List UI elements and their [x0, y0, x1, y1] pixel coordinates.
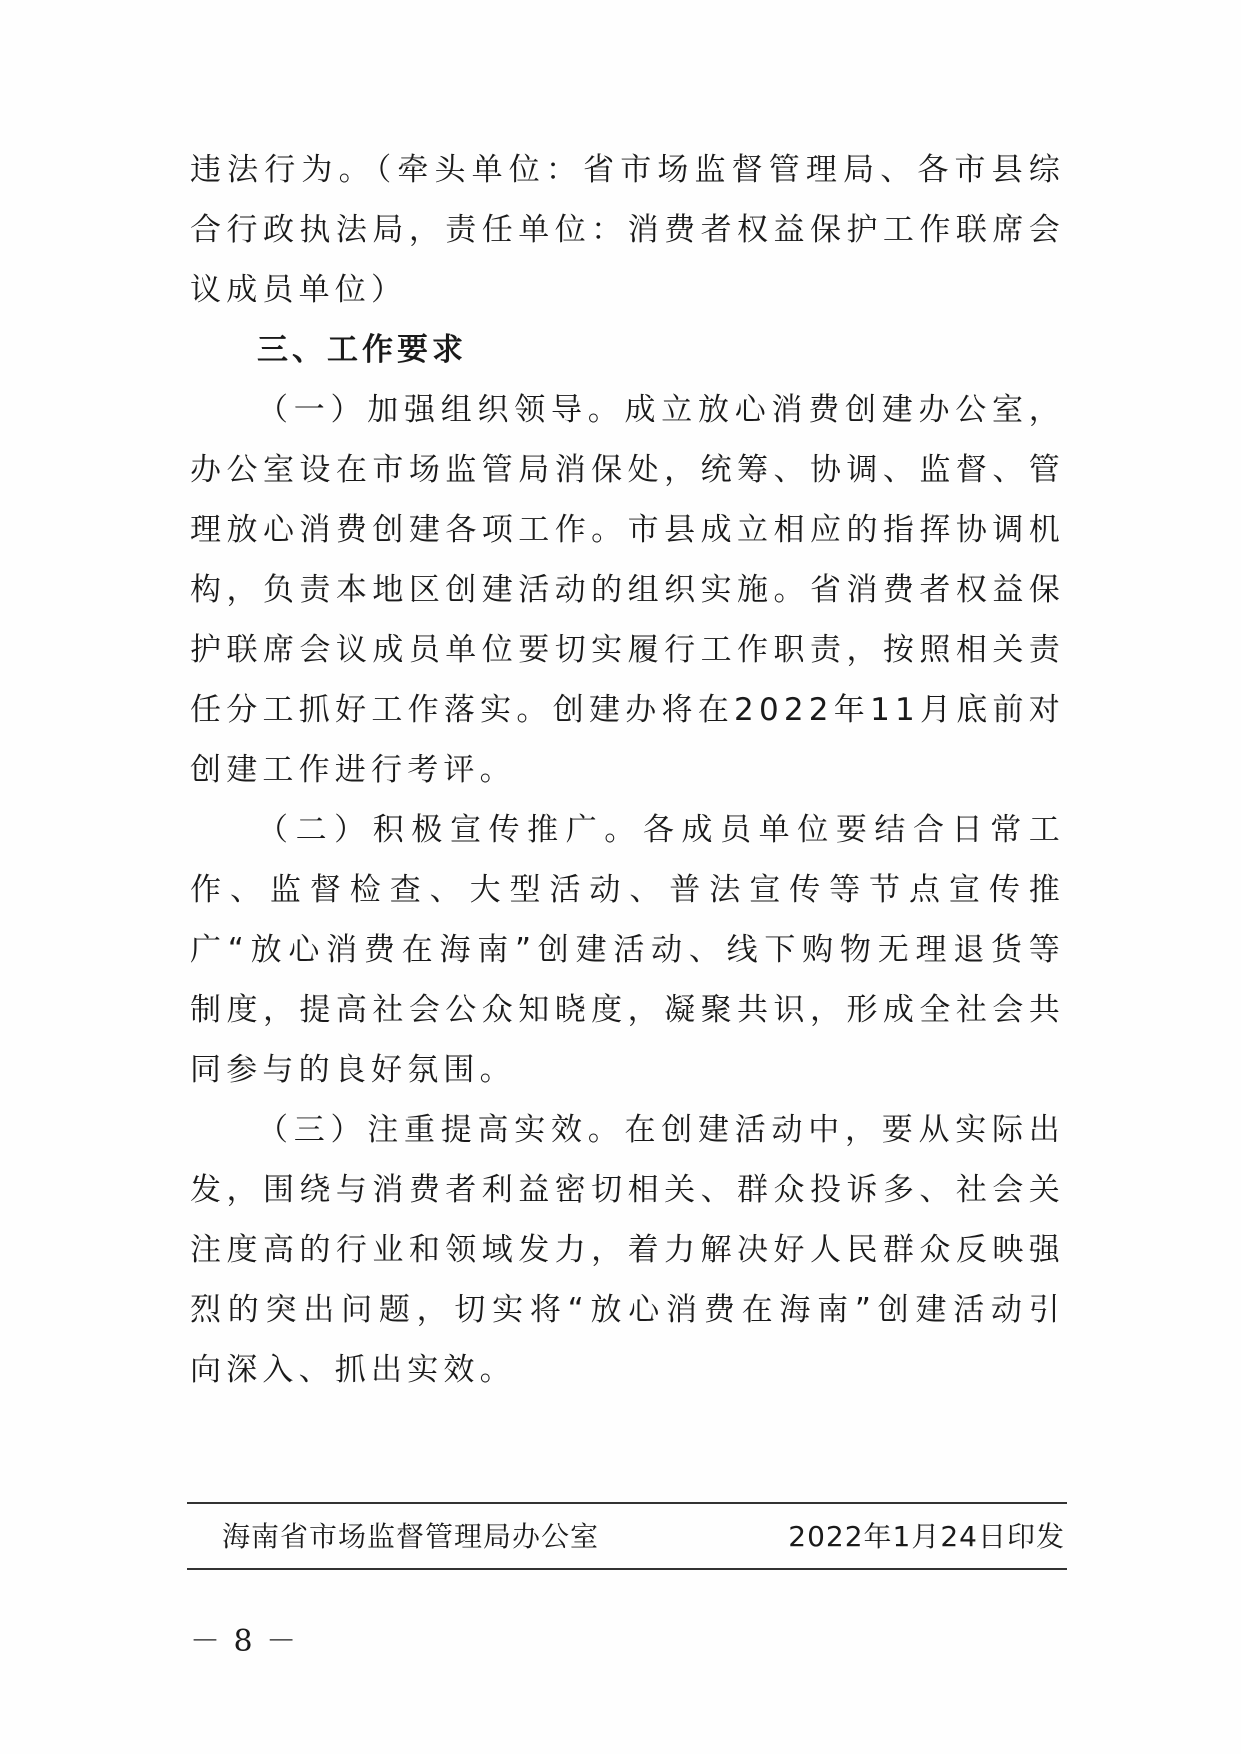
footer-top-rule: [187, 1502, 1067, 1504]
footer-issue-date: 2022年1月24日印发: [788, 1520, 1065, 1553]
footer-bottom-rule: [187, 1568, 1067, 1570]
footer-issuer: 海南省市场监督管理局办公室: [222, 1520, 600, 1553]
requirement-paragraph-1: （一）加强组织领导。成立放心消费创建办公室，办公室设在市场监管局消保处，统筹、协调、监督、管理放心消费创建各项工作。市县成立相应的指挥协调机构，负责本地区创建活动的组织实施。省消费者权益保护联席会议成员单位要切实履行工作职责，按照相关责任分工抓好工作落实。创建办将在2022年11月底前对创建工作进行考评。: [190, 392, 1065, 788]
section-heading: 三、工作要求: [257, 332, 467, 368]
continuation-paragraph: 违法行为。（牵头单位：省市场监督管理局、各市县综合行政执法局，责任单位：消费者权益保护工作联席会议成员单位）: [190, 152, 1065, 308]
page-number: － 8 －: [190, 1624, 299, 1659]
requirement-paragraph-3: （三）注重提高实效。在创建活动中，要从实际出发，围绕与消费者利益密切相关、群众投诉多、社会关注度高的行业和领域发力，着力解决好人民群众反映强烈的突出问题，切实将“放心消费在海南”创建活动引向深入、抓出实效。: [190, 1112, 1065, 1388]
requirement-paragraph-2: （二）积极宣传推广。各成员单位要结合日常工作、监督检查、大型活动、普法宣传等节点宣传推广“放心消费在海南”创建活动、线下购物无理退货等制度，提高社会公众知晓度，凝聚共识，形成全社会共同参与的良好氛围。: [190, 812, 1065, 1088]
document-body: [190, 140, 1065, 1400]
